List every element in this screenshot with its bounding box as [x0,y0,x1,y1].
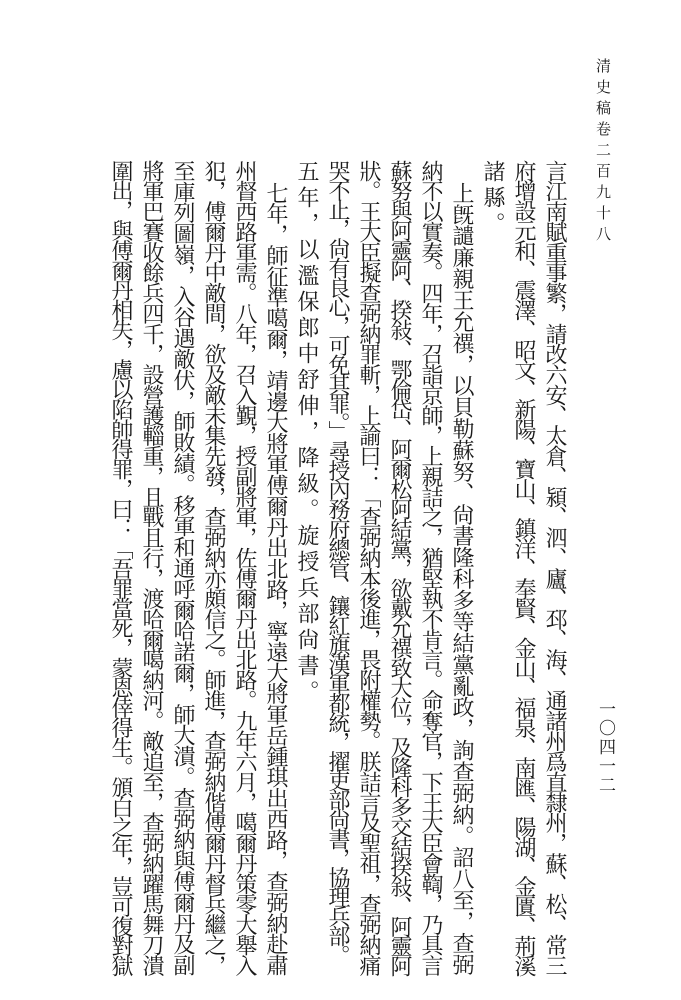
running-header: 清史稿卷二百九十八 [594,58,612,247]
text-column: 七年，師征準噶爾，靖邊大將軍傅爾丹出北路，寧遠大將軍岳鍾琪出西路，查弼納赴肅 [263,182,288,976]
page-number: 一〇四一二 [595,700,615,795]
text-column: 犯，傅爾丹中敵間，欲及敵未集先發，查弼納亦頗信之。師進，查弼納偕傅爾丹督兵繼之， [201,160,226,975]
text-column: 狀。王大臣擬查弼納罪斬，上諭曰：「查弼納本後進，畏附權勢。朕詰言及聖祖，查弼納痛 [356,160,381,975]
text-column: 府增設元和、震澤、昭文、新陽、寶山、鎮洋、奉賢、金山、福泉、南匯、陽湖、金匱、荊溪 [511,160,536,976]
text-column: 哭不止，尙有良心，可免其罪。」尋授內務府總管、鑲紅旗漢軍都統，擢吏部尙書，協理兵部。 [325,160,350,964]
text-column: 將軍巴賽收餘兵四千，設營護輜重，且戰且行，渡哈爾噶納河。敵追至，查弼納躍馬舞刀潰 [139,160,164,975]
text-column: 圍出，與傅爾丹相失，慮以陷帥得罪，曰：「吾罪當死，蒙恩倖得生。頒白之年，豈可復對獄 [108,160,133,976]
text-column: 五年，以濫保郎中舒伸，降級。旋授兵部尙書。 [294,160,319,706]
text-column: 蘇努與阿靈阿、揆敍、鄂倫岱、阿爾松阿結黨，欲戴允禩致大位，及隆科多交結揆敍、阿靈阿 [387,160,412,976]
text-column: 至庫列圖嶺，入谷遇敵伏，師敗績。移軍和通呼爾哈諾爾，師大潰。查弼納與傅爾丹及副 [170,160,195,976]
text-column: 言江南賦重事繁，請改六安、太倉、潁、泗、廬、邳、海、通諸州爲直隸州，蘇、松、常三 [542,160,567,975]
text-column: 納不以實奏。四年，召詣京師，上親詰之，猶堅執不肯言。命奪官，下王大臣會鞫，乃具言 [418,160,443,975]
text-column: 上旣譴廉親王允禩，以貝勒蘇努、尙書隆科多等結黨亂政，詢查弼納。詔八至，查弼 [449,182,474,975]
text-column: 州督西路軍需。八年，召入覲，授副將軍，佐傅爾丹出北路。九年六月，噶爾丹策零大舉入 [232,160,257,975]
text-column: 諸縣。 [480,160,505,238]
